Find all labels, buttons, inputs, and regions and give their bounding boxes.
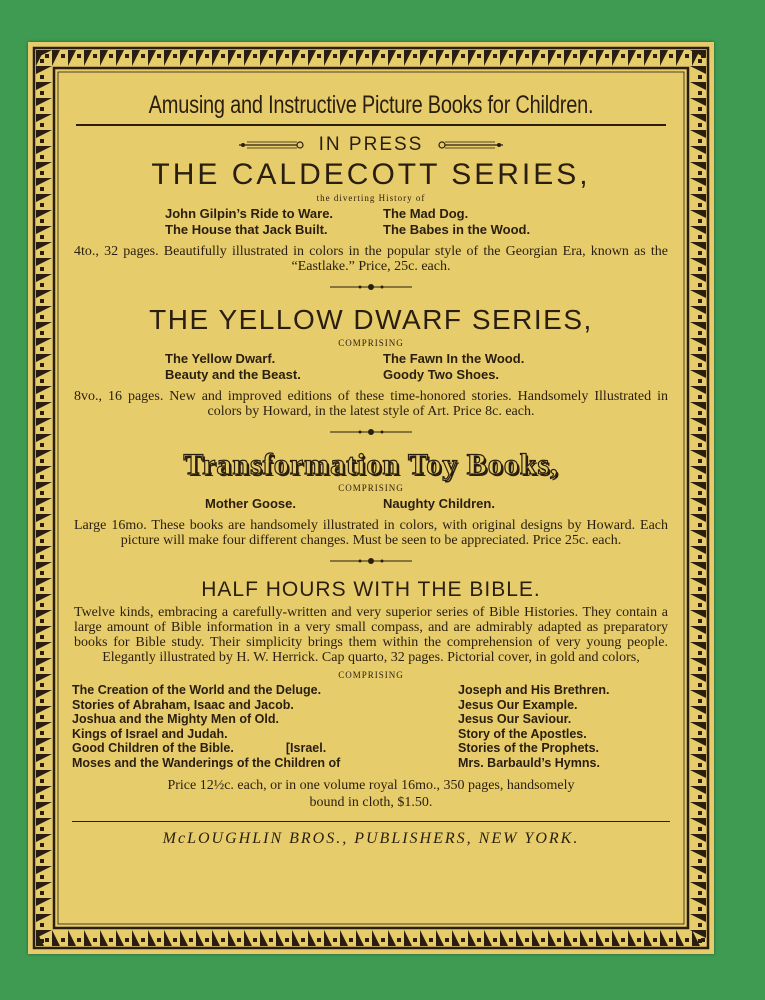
bible-price-line-2: bound in cloth, $1.50. [309, 794, 433, 810]
list-item: Joshua and the Mighty Men of Old. [72, 712, 279, 727]
list-item: Story of the Apostles. [458, 726, 587, 741]
toy-books-title: Transformation Toy Books, [183, 448, 559, 481]
list-item: Goody Two Shoes. [383, 367, 500, 382]
list-item: Beauty and the Beast. [165, 367, 301, 382]
bible-series-title: HALF HOURS WITH THE BIBLE. [201, 578, 541, 601]
yellow-dwarf-title: THE YELLOW DWARF SERIES, [149, 304, 593, 335]
list-item: The Mad Dog. [383, 206, 469, 221]
scroll-ornament-icon [237, 138, 307, 152]
list-item: Mrs. Barbauld’s Hymns. [458, 755, 600, 770]
bible-list-left [72, 683, 452, 771]
yellow-dwarf-book-list [151, 351, 591, 383]
yellow-dwarf-description: 8vo., 16 pages. New and improved editions of these time-honored stories. Handsomely Illustrated in colors by Howard, in the latest style of Art. Price 8c. each. [74, 389, 668, 419]
in-press-row [72, 134, 670, 156]
list-item: Naughty Children. [383, 496, 495, 511]
list-item: The Fawn In the Wood. [383, 351, 525, 366]
caldecott-title: THE CALDECOTT SERIES, [151, 158, 591, 191]
list-item: Jesus Our Saviour. [458, 712, 572, 727]
toy-books-comprising: COMPRISING [338, 483, 404, 493]
flourish-divider-icon [326, 282, 416, 292]
list-item: Stories of Abraham, Isaac and Jacob. [72, 697, 294, 712]
list-item: The Creation of the World and the Deluge. [72, 683, 322, 697]
list-item: Mother Goose. [205, 496, 297, 511]
scroll-ornament-icon [435, 138, 505, 152]
bible-list-right [452, 683, 670, 771]
header-rule [76, 124, 666, 126]
list-item: The House that Jack Built. [165, 222, 328, 237]
advertisement-content [72, 84, 670, 912]
list-item: Good Children of the Bible. [Israel. [72, 741, 327, 756]
bible-price [72, 777, 670, 811]
list-item: Kings of Israel and Judah. [72, 726, 228, 741]
caldecott-description: 4to., 32 pages. Beautifully illustrated in colors in the popular style of the Georgian Era, known as the “Eastlake.” Price, 25c. each. [74, 244, 668, 274]
footer-rule [72, 821, 670, 822]
list-item: The Babes in the Wood. [383, 222, 531, 237]
flourish-divider-icon [326, 556, 416, 566]
bible-comprising: COMPRISING [338, 670, 404, 680]
list-item: The Yellow Dwarf. [165, 351, 276, 366]
bible-description: Twelve kinds, embracing a carefully-written and very superior series of Bible Histories. They contain a large amount of Bible information in a very small compass, and are admirably adapted as preparatory books for Bible study. Their simplicity brings them within the comprehension of very young people. Elegantly illustrated by H. W. Herrick. Cap quarto, 32 pages. Pictorial cover, in gold and colors, [74, 605, 668, 665]
flourish-divider-icon [326, 427, 416, 437]
bible-price-line-1: Price 12½c. each, or in one volume royal 16mo., 350 pages, handsomely [167, 777, 575, 793]
list-item: John Gilpin’s Ride to Ware. [165, 206, 334, 221]
list-item: Stories of the Prophets. [458, 741, 599, 756]
list-item: Moses and the Wanderings of the Children of [72, 755, 341, 770]
publisher-line: McLOUGHLIN BROS., PUBLISHERS, NEW YORK. [162, 829, 580, 847]
advertisement-card [28, 42, 714, 954]
in-press-label: IN PRESS [318, 134, 424, 155]
toy-books-description: Large 16mo. These books are handsomely illustrated in colors, with original designs by Howard. Each picture will make four different changes. Must be seen to be appreciated. Price 25c. each. [74, 518, 668, 548]
toy-books-list [151, 496, 591, 512]
list-item: Joseph and His Brethren. [458, 683, 610, 697]
caldecott-subtitle: the diverting History of [316, 193, 426, 203]
yellow-dwarf-comprising: COMPRISING [338, 338, 404, 348]
page-title: Amusing and Instructive Picture Books for Children. [148, 91, 594, 119]
list-item: Jesus Our Example. [458, 697, 578, 712]
caldecott-book-list [151, 206, 591, 238]
bible-book-list [72, 683, 670, 771]
